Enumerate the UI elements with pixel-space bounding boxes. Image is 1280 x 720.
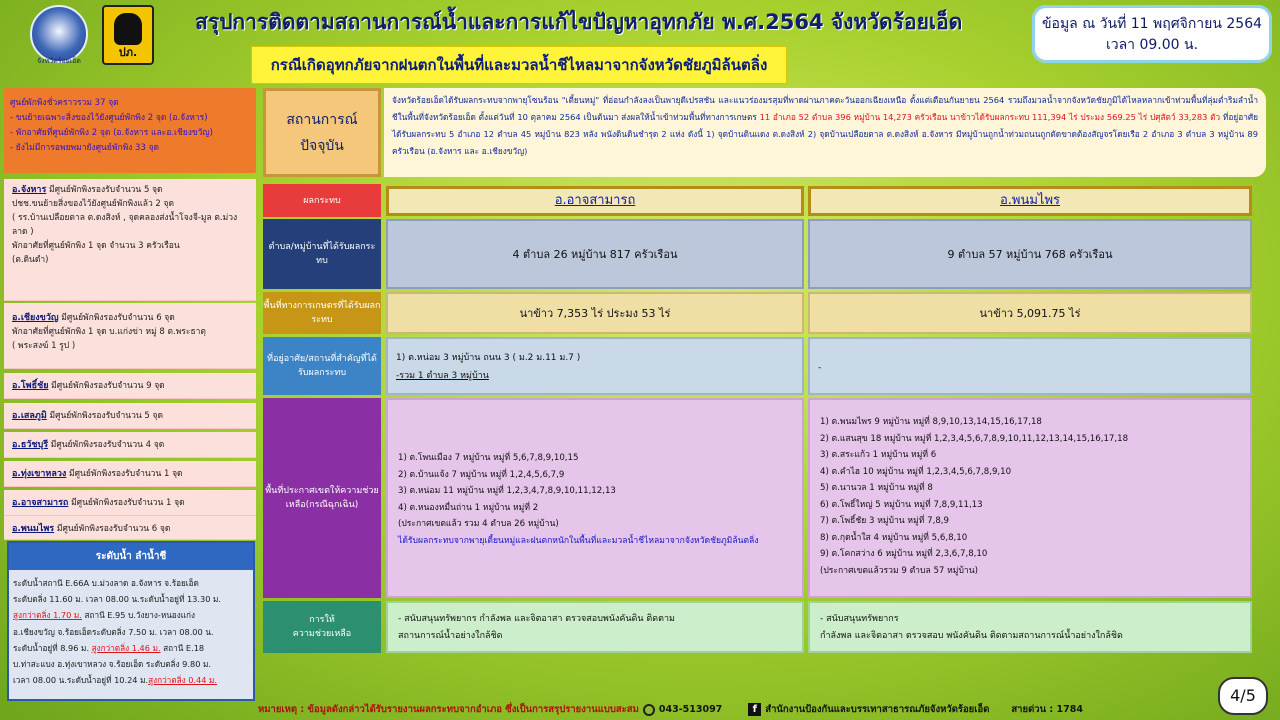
dpm-logo [102, 5, 154, 65]
disaster-line: 3) ต.สระแก้ว 1 หมู่บ้าน หมู่ที่ 6 [820, 450, 937, 460]
shelter-summary-line: - พักอาศัยที่ศูนย์พักพิง 2 จุด (อ.จังหาร และอ.เชียงขวัญ) [10, 128, 213, 138]
district-item [4, 179, 256, 301]
province-seal-logo [30, 5, 88, 63]
disaster-line: 2) ต.แสนสุข 18 หมู่บ้าน หมู่ที่ 1,2,3,4,5,6,7,8,9,10,11,12,13,14,15,16,17,18 [820, 433, 1129, 444]
aid-label-line: การให้ [309, 615, 335, 625]
aid-line: - สนับสนุนทรัพยากร กำลังพล และจิตอาสา ตรวจสอบพนังคันดิน ติดตาม [398, 614, 675, 624]
water-text: ระดับตลิ่ง 11.60 ม. เวลา 08.00 น.ระดับน้ำอยู่ที่ 13.30 ม. [13, 594, 222, 605]
district-item [4, 461, 256, 487]
water-text: อ.เชียงขวัญ จ.ร้อยเอ็ดระดับตลิ่ง 7.50 ม. เวลา 08.00 น. [13, 626, 214, 637]
district-line: มีศูนย์พักพิงรองรับจำนวน 1 จุด [71, 498, 185, 508]
district-line: มีศูนย์พักพิงรองรับจำนวน 9 จุด [51, 381, 165, 391]
water-line [13, 672, 251, 688]
aid-ajsamart [386, 601, 804, 653]
date-line: ข้อมูล ณ วันที่ 11 พฤศจิกายน 2564 [1041, 16, 1263, 32]
water-level-body [13, 575, 251, 688]
district-name: อ.ทุ่งเขาหลวง [12, 469, 67, 479]
district-line: ปชช.ขนย้ายสิ่งของไว้ยังศูนย์พักพิงแล้ว 2 จุด [12, 199, 175, 209]
district-line: มีศูนย์พักพิงรองรับจำนวน 5 จุด [49, 411, 164, 421]
seal-label: จังหวัดร้อยเอ็ด [37, 57, 81, 65]
water-line [13, 591, 251, 607]
water-level-title: ระดับน้ำ ลำน้ำชี [9, 543, 253, 570]
footer-hotline: สายด่วน : 1784 [1011, 704, 1083, 715]
district-line: มีศูนย์พักพิงรองรับจำนวน 1 จุด [69, 469, 183, 479]
disaster-line: 2) ต.บ้านแจ้ง 7 หมู่บ้าน หมู่ที่ 1,2,4,5,6,7,9 [398, 469, 565, 480]
row-label-housing: ที่อยู่อาศัย/สถานที่สำคัญที่ได้รับผลกระทบ [263, 337, 381, 395]
above-bank-value: สูงกว่าตลิ่ง 1.70 ม. [13, 610, 82, 621]
district-name: อ.เสลภูมิ [12, 411, 47, 421]
district-item [4, 403, 256, 429]
district-name: อ.พนมไพร [12, 524, 55, 534]
district-name: อ.โพธิ์ชัย [12, 381, 49, 391]
disaster-line: 3) ต.หน่อม 11 หมู่บ้าน หมู่ที่ 1,2,3,4,7,8,9,10,11,12,13 [398, 486, 616, 496]
disaster-cause: ได้รับผลกระทบจากพายุเตี้ยนหมู่และฝนตกหนักในพื้นที่และมวลน้ำชีไหลมาจากจังหวัดชัยภูมิล้นตลิ่ง [398, 535, 759, 546]
column-header-ajsamart: อ.อาจสามารถ [386, 186, 804, 216]
housing-phanomphrai: - [808, 337, 1252, 395]
shelter-summary-line: - ขนย้ายเฉพาะสิ่งของไว้ยังศูนย์พักพิง 2 จุด (อ.จังหาร) [10, 113, 208, 123]
water-level-panel [7, 541, 255, 701]
disaster-line: (ประกาศเขตแล้ว รวม 4 ตำบล 26 หมู่บ้าน) [398, 519, 559, 529]
district-line: มีศูนย์พักพิงรองรับจำนวน 4 จุด [50, 440, 165, 450]
district-name: อ.อาจสามารถ [12, 498, 69, 508]
water-text: ระดับน้ำอยู่ที่ 8.96 ม. [13, 642, 92, 653]
affected-ajsamart: 4 ตำบล 26 หมู่บ้าน 817 ครัวเรือน [386, 219, 804, 289]
district-item [4, 490, 256, 516]
disaster-line: 4) ต.หนองหมื่นถ่าน 1 หมู่บ้าน หมู่ที่ 2 [398, 502, 539, 513]
row-label-affected: ตำบล/หมู่บ้านที่ได้รับผลกระทบ [263, 219, 381, 289]
housing-total: -รวม 1 ตำบล 3 หมู่บ้าน [396, 371, 489, 381]
footer-phone: 043-513097 [658, 704, 723, 715]
district-line: มีศูนย์พักพิงรองรับจำนวน 6 จุด [61, 313, 175, 323]
district-line: ( พระสงฆ์ 1 รูป ) [12, 341, 76, 351]
shelter-summary [4, 88, 256, 173]
situation-paragraph: ที่อยู่อาศัยได้รับผลกระทบ 5 อำเภอ 12 ตำบล 45 หมู่บ้าน 823 หลัง พนังดินดินชำรุด 2 แห่ง ดังนี้ 1) จุดบ้านดินแดง ต.ดงสิงห์ 2) จุดบ้านเปลือยตาล ต.ดงสิงห์ อ.จังหาร มีหมู่บ้านถูกน้ำท่วมถนนถูกตัดขาดต้องสัญจรโดยเรือ 2 อำเภอ 3 ตำบล 3 หมู่บ้าน 89 ครัวเรือน (อ.จังหาร และ อ.เชียงขวัญ) [392, 112, 1258, 156]
district-item [4, 516, 256, 540]
district-item [4, 303, 256, 369]
disaster-line: 1) ต.พนมไพร 9 หมู่บ้าน หมู่ที่ 8,9,10,13,14,15,16,17,18 [820, 417, 1042, 427]
district-name: อ.จังหาร [12, 185, 47, 195]
above-bank-value: สูงกว่าตลิ่ง 1.46 ม. [91, 642, 161, 653]
page-title: สรุปการติดตามสถานการณ์น้ำและการแก้ไขปัญหาอุทกภัย พ.ศ.2564 จังหวัดร้อยเอ็ด [195, 10, 963, 34]
aid-label-line: ความช่วยเหลือ [292, 629, 352, 639]
disaster-line: 4) ต.คำไฮ 10 หมู่บ้าน หมู่ที่ 1,2,3,4,5,6,7,8,9,10 [820, 466, 1012, 477]
water-text: ระดับน้ำสถานี E.66A บ.ม่วงลาด อ.จังหาร จ.ร้อยเอ็ด [13, 578, 199, 588]
water-text: สถานี E.18 [160, 642, 205, 653]
situation-paragraph: จังหวัดร้อยเอ็ดได้รับผลกระทบจากพายุโซนร้อน "เตี้ยนหมู่" ที่อ่อนกำลังลงเป็นพายุดีเปรสชัน และแนวร่องมรสุมที่พาดผ่านภาคตะวันออกเฉียงเหนือ ตั้งแต่เดือนกันยายน 2564 รวมถึงมวลน้ำจากจังหวัดชัยภูมิได้ไหลหลากเข้าท่วมพื้นที่ลุ่มต่ำริมลำน้ำชีในพื้นที่จังหวัดร้อยเอ็ด ตั้งแต่วันที่ 10 ตุลาคม 2564 เป็นต้นมา ส่งผลให้น้ำเข้าท่วมพื้นที่ทางการเกษตร [392, 95, 1258, 122]
aid-line: - สนับสนุนทรัพยากร [820, 614, 899, 624]
water-line [13, 624, 251, 640]
district-line: พักอาศัยที่ศูนย์พักพิง 1 จุด บ.แก่งข่า หมู่ 8 ต.พระธาตุ [12, 327, 206, 337]
shelter-summary-line: - ยังไม่มีการอพยพมายังศูนย์พักพิง 33 จุด [10, 143, 160, 153]
disaster-line: 8) ต.กุดน้ำใส 4 หมู่บ้าน หมู่ที่ 5,6,8,10 [820, 532, 968, 543]
disaster-line: 6) ต.โพธิ์ใหญ่ 5 หมู่บ้าน หมู่ที่ 7,8,9,11,13 [820, 499, 983, 510]
aid-line: กำลังพล และจิตอาสา ตรวจสอบ พนังคันดิน ติดตามสถานการณ์น้ำอย่างใกล้ชิด [820, 631, 1123, 641]
row-label-disaster-zone: พื้นที่ประกาศเขตให้ความช่วยเหลือ(กรณีฉุกเฉิน) [263, 398, 381, 598]
aid-phanomphrai [808, 601, 1252, 653]
date-box [1032, 5, 1272, 63]
housing-line: 1) ต.หน่อม 3 หมู่บ้าน ถนน 3 ( ม.2 ม.11 ม.7 ) [396, 353, 581, 363]
water-line [13, 575, 251, 591]
district-line: มีศูนย์พักพิงรองรับจำนวน 5 จุด [49, 185, 163, 195]
situation-label-line: ปัจจุบัน [300, 137, 344, 154]
disaster-line: 1) ต.โพนเมือง 7 หมู่บ้าน หมู่ที่ 5,6,7,8,9,10,15 [398, 453, 579, 463]
situation-label-line: สถานการณ์ [286, 111, 358, 128]
aid-line: สถานการณ์น้ำอย่างใกล้ชิด [398, 631, 503, 641]
disaster-ajsamart [386, 398, 804, 598]
above-bank-value: สูงกว่าตลิ่ง 0.44 ม. [148, 675, 218, 686]
water-text: บ.ท่าสะแบง อ.ทุ่งเขาหลวง จ.ร้อยเอ็ด ระดับตลิ่ง 9.80 ม. [13, 659, 212, 670]
water-line [13, 607, 251, 623]
agri-ajsamart: นาข้าว 7,353 ไร่ ประมง 53 ไร่ [386, 292, 804, 334]
page-number: 4/5 [1218, 677, 1268, 715]
time-line: เวลา 09.00 น. [1105, 37, 1199, 53]
impact-label: ผลกระทบ [263, 184, 381, 217]
facebook-icon: f [748, 703, 761, 716]
water-line [13, 640, 251, 656]
footer-office: สำนักงานป้องกันและบรรเทาสาธารณภัยจังหวัดร้อยเอ็ด [765, 704, 990, 715]
situation-text [384, 88, 1266, 177]
hand-icon [114, 13, 142, 45]
disaster-line: 9) ต.โคกสว่าง 6 หมู่บ้าน หมู่ที่ 2,3,6,7,8,10 [820, 549, 988, 559]
water-line [13, 656, 251, 672]
district-line: มีศูนย์พักพิงรองรับจำนวน 6 จุด [56, 524, 171, 534]
agri-phanomphrai: นาข้าว 5,091.75 ไร่ [808, 292, 1252, 334]
affected-phanomphrai: 9 ตำบล 57 หมู่บ้าน 768 ครัวเรือน [808, 219, 1252, 289]
shelter-summary-line: ศูนย์พักพิงชั่วคราวรวม 37 จุด [10, 98, 119, 108]
disaster-phanomphrai [808, 398, 1252, 598]
water-text: สถานี E.95 บ.วังยาง-หนองแก่ง [81, 610, 195, 621]
water-text: เวลา 08.00 น.ระดับน้ำอยู่ที่ 10.24 ม. [13, 675, 149, 686]
footer-note: หมายเหตุ : ข้อมูลดังกล่าวได้รับรายงานผลกระทบจากอำเภอ ซึ่งเป็นการสรุปรายงานแบบสะสม [258, 704, 639, 715]
district-line: ( รร.บ้านเปลือยตาล ต.ดงสิงห์ , จุดคลองส่งน้ำโจงจี-มูล ต.ม่วงลาด ) [12, 213, 238, 237]
disaster-line: 5) ต.นานวล 1 หมู่บ้าน หมู่ที่ 8 [820, 483, 933, 493]
situation-label [263, 88, 381, 177]
disaster-line: 7) ต.โพธิ์ชัย 3 หมู่บ้าน หมู่ที่ 7,8,9 [820, 516, 949, 526]
district-line: พักอาศัยที่ศูนย์พักพิง 1 จุด จำนวน 3 ครัวเรือน [12, 241, 180, 251]
housing-ajsamart [386, 337, 804, 395]
subtitle-banner: กรณีเกิดอุทกภัยจากฝนตกในพื้นที่และมวลน้ำชีไหลมาจากจังหวัดชัยภูมิล้นตลิ่ง [251, 46, 787, 84]
district-item [4, 432, 256, 458]
column-header-phanomphrai: อ.พนมไพร [808, 186, 1252, 216]
row-label-agriculture: พื้นที่ทางการเกษตรที่ได้รับผลกระทบ [263, 292, 381, 334]
situation-highlight: 11 อำเภอ 52 ตำบล 396 หมู่บ้าน 14,273 ครัวเรือน นาข้าวได้รับผลกระทบ 111,394 ไร่ ประมง 569.25 ไร่ ปศุสัตว์ 33,283 ตัว [759, 112, 1221, 122]
row-label-aid [263, 601, 381, 653]
phone-icon [643, 704, 655, 716]
district-item [4, 373, 256, 399]
dpm-abbr: ปภ. [118, 46, 138, 59]
district-name: อ.ธวัชบุรี [12, 440, 49, 450]
disaster-line: (ประกาศเขตแล้วรวม 9 ตำบล 57 หมู่บ้าน) [820, 565, 978, 576]
footer [258, 702, 1258, 717]
district-line: (ต.ดินดำ) [12, 255, 49, 265]
district-name: อ.เชียงขวัญ [12, 313, 59, 323]
